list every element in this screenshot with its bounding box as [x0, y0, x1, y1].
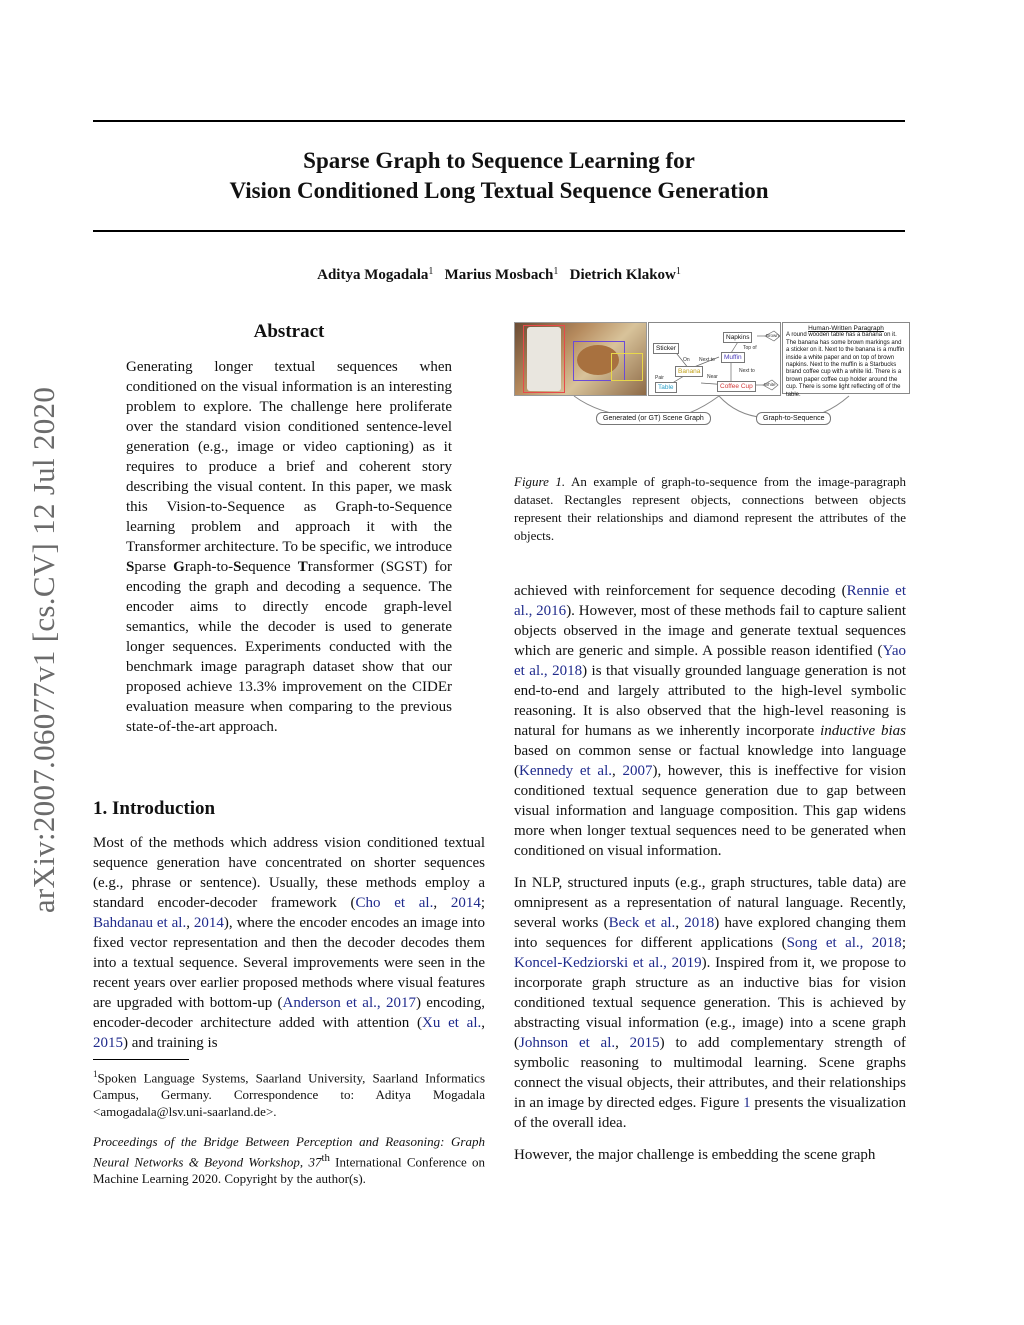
figure-reference-link[interactable]: 1: [743, 1095, 751, 1111]
citation-link[interactable]: Xu et al.: [422, 1015, 482, 1031]
citation-link[interactable]: 2018: [684, 915, 715, 931]
intro-paragraph-1: Most of the methods which address vision conditioned textual sequence generation have concentrated on shorter sequences (e.g., phrase or sentence). Usually, these methods employ a standard encoder-decoder framework (Cho et al., 2014; Bahdanau et al., 2014), where the encoder encodes an image into fixed vector representation and then the decoder decodes them into a textual sequence. Several improvements were seen in the recent years over earlier proposed methods where visual features are upgraded with bottom-up (Anderson et al., 2017) encoding, encoder-decoder architecture added with attention (Xu et al., 2015) and training is: [93, 835, 486, 1051]
intro-paragraph-2: In NLP, structured inputs (e.g., graph structures, table data) are omnipresent as a representation of natural language. Recently, several works (Beck et al., 2018) have explored changing them into sequences for different applications (Song et al., 2018; Koncel-Kedziorski et al., 2019). Inspired from it, we propose to incorporate graph structure as an inductive bias for vision conditioned textual sequence generation. This is achieved by abstracting visual information (e.g., image) into a scene graph (Johnson et al., 2015) to add complementary strength of symbolic reasoning to multimodal learning. Scene graphs connect the visual objects, their attributes, and their relationships in an image by directed edges. Figure 1 presents the visualization of the overall idea.: [514, 875, 907, 1131]
graph-node-banana: Banana: [675, 366, 703, 377]
citation-link[interactable]: Beck et al.: [608, 915, 676, 931]
scene-graph: [648, 322, 781, 396]
graph-relation: Top of: [743, 345, 757, 351]
graph-node-sticker: Sticker: [653, 343, 679, 354]
graph-relation: Next to: [739, 368, 755, 374]
citation-link[interactable]: 2014: [450, 895, 481, 911]
paragraph-title: Human-Written Paragraph: [808, 325, 884, 332]
citation-link[interactable]: Johnson et al.: [519, 1035, 616, 1051]
citation-link[interactable]: Anderson et al., 2017: [282, 995, 416, 1011]
citation-link[interactable]: Rennie et al., 2016: [514, 583, 906, 619]
citation-link[interactable]: 2015: [93, 1035, 123, 1051]
bbox: [611, 353, 643, 381]
paragraph-text: A round wooden table has a banana on it. The banana has some brown markings and a sticker on it. Next to the banana is a muffin inside a white paper and on top of brown napkins. Next to the muffin is a Starbucks brand coffee cup with a white lid. There is a brown paper coffee cup holder around the cup. There is some light reflecting off of the table.: [786, 332, 905, 398]
author-name: Marius Mosbach: [444, 267, 554, 283]
intro-left-column: [93, 833, 485, 1065]
graph-node-muffin: Muffin: [721, 352, 745, 363]
abstract-heading: Abstract: [253, 321, 325, 342]
citation-link[interactable]: Yao et al., 2018: [514, 643, 906, 679]
graph-attribute: White: [764, 382, 776, 387]
citation-link[interactable]: Song et al., 2018: [786, 935, 902, 951]
graph-node-coffee-cup: Coffee Cup: [717, 381, 756, 392]
citation-link[interactable]: Kennedy et al.: [519, 763, 612, 779]
graph-relation: Near: [707, 374, 718, 380]
pill-scene-graph: Generated (or GT) Scene Graph: [596, 412, 711, 425]
figure-1: [514, 322, 910, 434]
title-bottom-rule: [93, 230, 905, 232]
author-affiliation: 1: [553, 266, 559, 277]
pill-graph-to-sequence: Graph-to-Sequence: [756, 412, 831, 425]
intro-right-column: [514, 581, 906, 1177]
paper-title-line-2: Vision Conditioned Long Textual Sequence Generation: [229, 178, 769, 203]
paper-title-line-1: Sparse Graph to Sequence Learning for: [303, 148, 695, 173]
figure-photo: [514, 322, 647, 396]
citation-link[interactable]: 2014: [193, 915, 224, 931]
graph-attribute: Brown: [766, 333, 779, 338]
graph-node-table: Table: [655, 382, 677, 393]
intro-paragraph-3: However, the major challenge is embedding the scene graph: [514, 1147, 876, 1163]
footnote-rule: [93, 1059, 189, 1060]
graph-relation: Pair: [655, 375, 664, 381]
citation-link[interactable]: 2007: [622, 763, 653, 779]
human-written-paragraph: [782, 322, 910, 398]
author-name: Aditya Mogadala: [317, 267, 429, 283]
citation-link[interactable]: Koncel-Kedziorski et al., 2019: [514, 955, 702, 971]
arxiv-identifier: arXiv:2007.06077v1 [cs.CV] 12 Jul 2020: [26, 386, 61, 914]
intro-paragraph-1-cont: achieved with reinforcement for sequence decoding (Rennie et al., 2016). However, most of these methods fail to capture salient objects observed in the image and generate textual sequences which are generic and simple. A possible reason identified (Yao et al., 2018) is that visually grounded language generation is not end-to-end and largely attributed to the high-level symbolic reasoning. It is also observed that the high-level reasoning is natural for humans as we inherently incorporate inductive bias based on common sense or factual knowledge into language (Kennedy et al., 2007), however, this is ineffective for vision conditioned textual sequence generation due to gap between visual information and language composition. This gap widens more when longer textual sequences need to be generated when conditioned on visual information.: [514, 583, 906, 859]
graph-relation: Next to: [699, 357, 715, 363]
section-heading-introduction: 1. Introduction: [93, 798, 216, 819]
footnote-affiliation: $^1$Spoken Language Systems, Saarland University, Saarland Informatics Campus, Germany. Correspondence to: Aditya Mogadala <amogadala@lsv.uni-saarland.de>.: [93, 1069, 485, 1120]
graph-relation: On: [683, 357, 690, 363]
bbox: [523, 325, 565, 393]
citation-link[interactable]: Bahdanau et al.: [93, 915, 187, 931]
proceedings-note: Proceedings of the Bridge Between Perception and Reasoning: Graph Neural Networks & Beyond Workshop, 37th International Conference on Machine Learning 2020. Copyright by the author(s).: [93, 1134, 486, 1187]
author-affiliation: 1: [675, 266, 681, 277]
author-name: Dietrich Klakow: [569, 267, 676, 283]
author-affiliation: 1: [428, 266, 434, 277]
title-top-rule: [93, 120, 905, 122]
abstract-text: Generating longer textual sequences when conditioned on the visual information is an interesting problem to explore. The challenge here proliferate over the standard vision conditioned sentence-level generation (e.g., image or video captioning) as it requires to produce a brief and coherent story describing the visual content. In this paper, we mask this Vision-to-Sequence as Graph-to-Sequence learning problem and approach it with the Transformer architecture. To be specific, we introduce Sparse Graph-to-Sequence Transformer (SGST) for encoding the graph and decoding a sequence. The encoder aims to directly encode graph-level semantics, while the decoder is used to generate longer sequences. Experiments conducted with the benchmark image paragraph dataset show that our proposed achieve 13.3% improvement on the CIDEr evaluation measure when comparing to the previous state-of-the-art approach.: [126, 359, 452, 735]
arxiv-sidebar: [24, 360, 64, 940]
citation-link[interactable]: Cho et al.: [355, 895, 434, 911]
citation-link[interactable]: 2015: [629, 1035, 660, 1051]
author-list: [93, 266, 905, 284]
figure-1-caption: Figure 1. An example of graph-to-sequence from the image-paragraph dataset. Rectangles represent objects, connections between objects represent their relationships and diamond represent the attributes of the objects.: [514, 474, 906, 543]
graph-node-napkins: Napkins: [723, 332, 752, 343]
